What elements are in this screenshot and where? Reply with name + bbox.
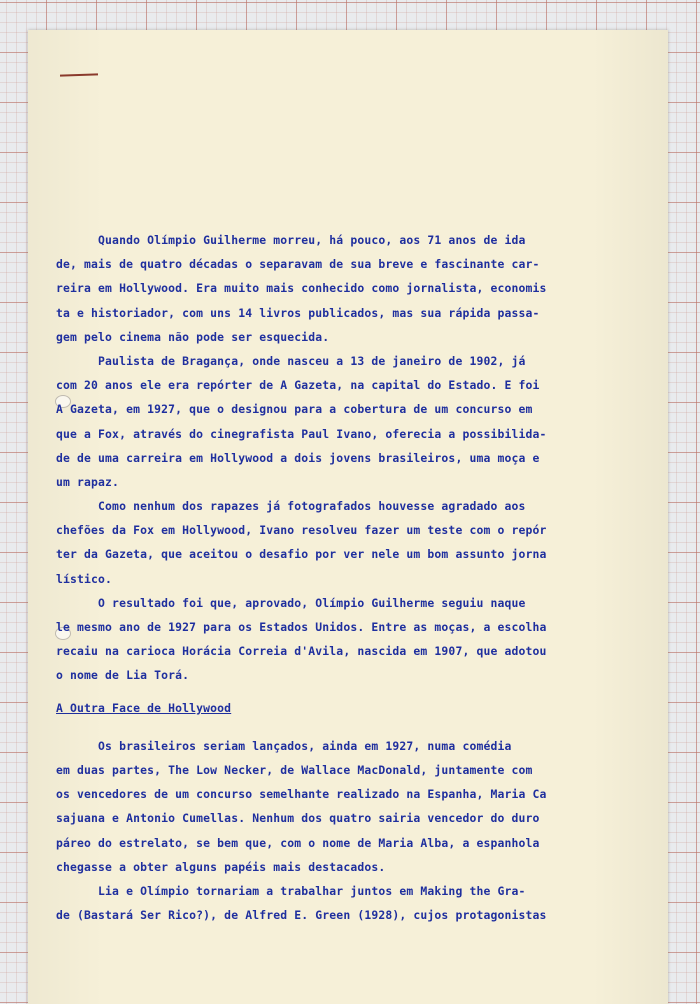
text-line: A Gazeta, em 1927, que o designou para a cobertura de um concurso em [56,402,533,417]
paragraph-5 [56,734,591,879]
text-line: Lia e Olímpio tornariam a trabalhar juntos em Making the Gra- [56,883,526,898]
text-line: em duas partes, The Low Necker, de Wallace MacDonald, juntamente com [56,762,533,777]
paragraph-3 [56,494,591,591]
spacer [56,720,591,734]
section-heading: A Outra Face de Hollywood [56,700,232,715]
text-line: Os brasileiros seriam lançados, ainda em 1927, numa comédia [56,738,512,753]
pencil-mark [60,73,98,76]
text-line: ta e historiador, com uns 14 livros publicados, mas sua rápida passa- [56,305,540,320]
text-line: recaiu na carioca Horácia Correia d'Avila, nascida em 1907, que adotou [56,644,547,659]
text-line: os vencedores de um concurso semelhante realizado na Espanha, Maria Ca [56,787,547,802]
text-line: de (Bastará Ser Rico?), de Alfred E. Green (1928), cujos protagonistas [56,908,547,923]
text-line: le mesmo ano de 1927 para os Estados Unidos. Entre as moças, a escolha [56,620,547,634]
text-line: Paulista de Bragança, onde nasceu a 13 de janeiro de 1902, já [56,353,526,368]
text-line: lístico. [56,571,113,586]
paragraph-1 [56,228,591,349]
text-line: gem pelo cinema não pode ser esquecida. [56,329,330,344]
paragraph-6 [56,879,591,927]
typed-text [56,228,591,927]
text-line: de de uma carreira em Hollywood a dois jovens brasileiros, uma moça e [56,450,540,465]
text-line: reira em Hollywood. Era muito mais conhecido como jornalista, economis [56,281,547,296]
paragraph-4 [56,591,591,688]
text-line: chefões da Fox em Hollywood, Ivano resolveu fazer um teste com o repór [56,523,547,538]
text-line: O resultado foi que, aprovado, Olímpio Guilherme seguiu naque [56,595,526,610]
text-line: Como nenhum dos rapazes já fotografados houvesse agradado aos [56,499,526,514]
text-line: com 20 anos ele era repórter de A Gazeta, na capital do Estado. E foi [56,378,540,393]
paragraph-2 [56,349,591,494]
text-line: um rapaz. [56,474,120,489]
text-line: o nome de Lia Torá. [56,668,190,683]
text-line: páreo do estrelato, se bem que, com o nome de Maria Alba, a espanhola [56,835,540,850]
text-line: que a Fox, através do cinegrafista Paul Ivano, oferecia a possibilida- [56,426,547,441]
spacer [56,688,591,696]
text-line: Quando Olímpio Guilherme morreu, há pouco, aos 71 anos de ida [56,233,526,247]
text-line: chegasse a obter alguns papéis mais destacados. [56,859,386,874]
text-line: de, mais de quatro décadas o separavam de sua breve e fascinante car- [56,257,540,272]
text-line: ter da Gazeta, que aceitou o desafio por ver nele um bom assunto jorna [56,547,547,562]
text-line: sajuana e Antonio Cumellas. Nenhum dos quatro sairia vencedor do duro [56,811,540,826]
